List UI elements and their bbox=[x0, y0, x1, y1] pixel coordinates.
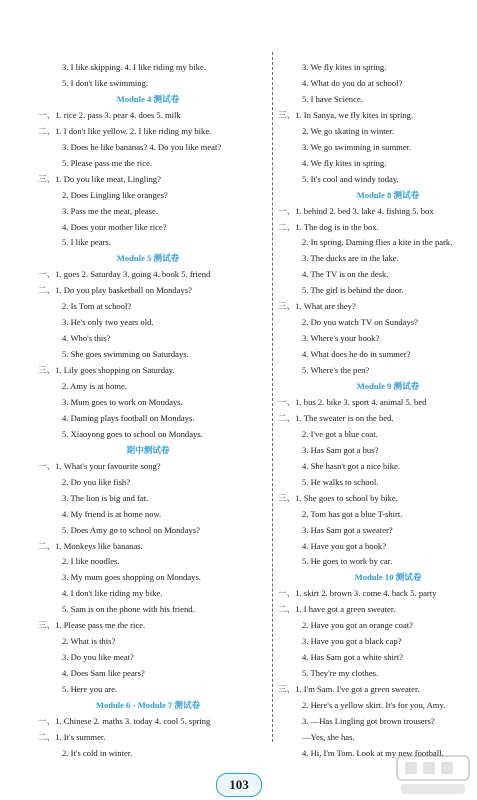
answer-line: 5. I like pears. bbox=[62, 237, 111, 248]
section-header: Module 6 - Module 7 测试卷 bbox=[95, 700, 201, 710]
answer-line: 三、1. Do you like meat, Lingling? bbox=[38, 173, 161, 184]
answer-line: 2. Is Tom at school? bbox=[62, 301, 132, 312]
answer-line: 3. Pass me the meat, please. bbox=[62, 205, 158, 216]
answer-line: 一、1. rice 2. pass 3. pear 4. does 5. milk bbox=[38, 109, 181, 120]
answer-line: 4. The TV is on the desk. bbox=[302, 269, 389, 280]
answer-line: 4. What does he do in summer? bbox=[302, 349, 411, 360]
answer-line: 3. Mum goes to work on Mondays. bbox=[62, 396, 183, 407]
answer-line: —Yes, she has. bbox=[302, 731, 355, 742]
answer-line: 3. Has Sam got a sweater? bbox=[302, 524, 393, 535]
section-header: Module 10 测试卷 bbox=[354, 572, 422, 583]
answer-line: 5. It's cool and windy today. bbox=[302, 173, 399, 184]
answer-line: 4. Does your mother like rice? bbox=[62, 221, 167, 232]
answer-line: 三、1. I'm Sam. I've got a green sweater. bbox=[278, 684, 420, 695]
answer-line: 4. Daming plays football on Mondays. bbox=[62, 412, 195, 423]
answer-line: 5. I don't like swimming. bbox=[62, 77, 149, 88]
answer-line: 3. He's only two years old. bbox=[62, 317, 154, 328]
answer-line: 4. My friend is at home now. bbox=[62, 508, 162, 519]
answer-line: 三、1. Please pass me the rice. bbox=[38, 620, 146, 631]
section-header: Module 9 测试卷 bbox=[356, 381, 420, 391]
answer-line: 5. He goes to work by car. bbox=[302, 556, 393, 567]
answer-line: 3. The ducks are in the lake. bbox=[302, 253, 399, 264]
answer-line: 三、1. In Sanya, we fly kites in spring. bbox=[278, 109, 414, 120]
section-header: 期中测试卷 bbox=[126, 444, 170, 455]
answer-line: 2. What is this? bbox=[62, 636, 116, 647]
answer-line: 3. We fly kites in spring. bbox=[302, 62, 387, 72]
answer-line: 4. Hi, I'm Tom. Look at my new football. bbox=[302, 747, 444, 758]
answer-line: 二、1. I don't like yellow. 2. I like riding my bike. bbox=[38, 125, 212, 136]
answer-line: 3. I like skipping. 4. I like riding my bike. bbox=[62, 62, 206, 72]
page-number: 103 bbox=[216, 773, 262, 797]
answer-line: 5. They're my clothes. bbox=[302, 668, 379, 679]
answer-line: 一、1. bus 2. bike 3. sport 4. animal 5. bed bbox=[278, 396, 427, 407]
answer-line: 5. Here you are. bbox=[62, 684, 118, 695]
answer-line: 3. Does he like bananas? 4. Do you like meat? bbox=[62, 141, 222, 152]
answer-line: 2. Do you watch TV on Sundays? bbox=[302, 317, 418, 328]
answer-line: 一、1. goes 2. Saturday 3. going 4. book 5. friend bbox=[38, 269, 211, 280]
answer-line: 2. Tom has got a blue T-shirt. bbox=[302, 508, 403, 519]
answer-line: 二、1. I have got a green sweater. bbox=[278, 604, 396, 615]
answer-line: 2. Do you like fish? bbox=[62, 476, 131, 487]
answer-line: 2. In spring, Daming flies a kite in the park. bbox=[302, 237, 453, 248]
answer-line: 4. Does Sam like pears? bbox=[62, 668, 145, 679]
answer-line: 3. —Has Lingling got brown trousers? bbox=[302, 715, 435, 726]
watermark-logo bbox=[395, 754, 471, 798]
answer-line: 3. Where's your book? bbox=[302, 333, 380, 344]
answer-line: 2. I've got a blue coat. bbox=[302, 428, 378, 439]
answer-line: 2. I like noodles. bbox=[62, 556, 120, 567]
answer-line: 3. Have you got a black cap? bbox=[302, 636, 402, 647]
answer-line: 4. I don't like riding my bike. bbox=[62, 588, 163, 599]
answer-line: 3. Has Sam got a bus? bbox=[302, 444, 379, 455]
answer-line: 二、1. Do you play basketball on Mondays? bbox=[38, 285, 192, 296]
answer-line: 5. Where's the pen? bbox=[302, 365, 370, 376]
answer-line: 二、1. It's summer. bbox=[38, 731, 106, 742]
answer-line: 3. We go swimming in summer. bbox=[302, 141, 412, 152]
section-header: Module 4 测试卷 bbox=[116, 93, 180, 104]
answer-line: 5. The girl is behind the door. bbox=[302, 285, 404, 296]
answer-line: 5. Please pass me the rice. bbox=[62, 157, 152, 168]
answer-line: 2. Have you got an orange coat? bbox=[302, 620, 413, 631]
section-header: Module 5 测试卷 bbox=[116, 253, 180, 264]
section-header: Module 8 测试卷 bbox=[356, 189, 420, 200]
answer-line: 二、1. The sweater is on the bed. bbox=[278, 412, 394, 423]
column-divider bbox=[272, 52, 273, 742]
answer-line: 4. She hasn't got a nice bike. bbox=[302, 460, 400, 471]
answer-line: 二、1. Monkeys like bananas. bbox=[38, 540, 143, 551]
answer-line: 三、1. What are they? bbox=[278, 301, 356, 312]
answer-line: 三、1. She goes to school by bike. bbox=[278, 492, 398, 503]
answer-line: 4. We fly kites in spring. bbox=[302, 157, 387, 168]
answer-line: 一、1. skirt 2. brown 3. come 4. back 5. party bbox=[278, 588, 437, 599]
answer-line: 3. The lion is big and fat. bbox=[62, 492, 149, 503]
answer-line: 4. What do you do at school? bbox=[302, 77, 403, 88]
answer-line: 2. Here's a yellow skirt. It's for you, Amy. bbox=[302, 700, 446, 710]
answer-line: 4. Who's this? bbox=[62, 333, 111, 344]
answer-line: 5. She goes swimming on Saturdays. bbox=[62, 349, 189, 360]
answer-line: 2. Amy is at home. bbox=[62, 381, 127, 391]
answer-line: 5. Xiaoyong goes to school on Mondays. bbox=[62, 428, 203, 439]
answer-line: 2. Does Lingling like oranges? bbox=[62, 189, 168, 200]
answer-line: 4. Have you got a book? bbox=[302, 540, 387, 551]
answer-line: 5. Does Amy go to school on Mondays? bbox=[62, 524, 200, 535]
answer-line: 5. I have Science. bbox=[302, 93, 363, 104]
answer-line: 3. Do you like meat? bbox=[62, 652, 134, 663]
answer-line: 3. My mum goes shopping on Mondays. bbox=[62, 572, 201, 583]
answer-line: 三、1. Lily goes shopping on Saturday. bbox=[38, 365, 175, 376]
answer-line: 一、1. Chinese 2. maths 3. today 4. cool 5. spring bbox=[38, 715, 211, 726]
answer-line: 2. It's cold in winter. bbox=[62, 747, 133, 758]
answer-line: 2. We go skating in winter. bbox=[302, 125, 394, 136]
answer-line: 4. Has Sam got a white shirt? bbox=[302, 652, 403, 663]
answer-line: 5. He walks to school. bbox=[302, 476, 379, 487]
answer-line: 二、1. The dog is in the box. bbox=[278, 221, 379, 232]
answer-line: 一、1. What's your favourite song? bbox=[38, 460, 161, 471]
answer-line: 一、1. behind 2. bed 3. lake 4. fishing 5. box bbox=[278, 205, 434, 216]
answer-line: 5. Sam is on the phone with his friend. bbox=[62, 604, 195, 615]
